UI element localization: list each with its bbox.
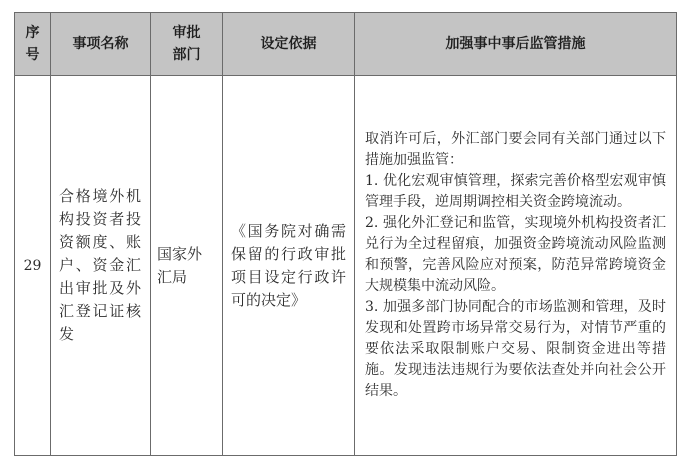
header-measures: 加强事中事后监管措施 bbox=[355, 13, 677, 76]
table-header-row bbox=[15, 13, 677, 76]
row-basis: 《国务院对确需保留的行政审批项目设定行政许可的决定》 bbox=[223, 76, 355, 456]
row-approval-dept: 国家外汇局 bbox=[151, 76, 223, 456]
row-serial-number: 29 bbox=[15, 76, 51, 456]
header-approval-dept-line2: 部门 bbox=[172, 47, 201, 63]
approval-items-table bbox=[14, 12, 677, 456]
header-approval-dept bbox=[151, 13, 223, 76]
header-serial-number-line1: 序 bbox=[25, 25, 40, 41]
row-measures bbox=[355, 76, 677, 456]
measures-point-3: 3. 加强多部门协同配合的市场监测和管理，及时发现和处置跨市场异常交易行为，对情节严重的要依法采取限制账户交易、限制资金进出等措施。发现违法违规行为要依法查处并向社会公开结果。 bbox=[365, 299, 666, 399]
header-serial-number-line2: 号 bbox=[25, 47, 40, 63]
header-serial-number bbox=[15, 13, 51, 76]
measures-point-1: 1. 优化宏观审慎管理，探索完善价格型宏观审慎管理手段，逆周期调控相关资金跨境流动。 bbox=[365, 173, 666, 210]
header-item-name: 事项名称 bbox=[51, 13, 151, 76]
header-basis: 设定依据 bbox=[223, 13, 355, 76]
measures-point-2: 2. 强化外汇登记和监管，实现境外机构投资者汇兑行为全过程留痕，加强资金跨境流动风险监测和预警，完善风险应对预案，防范异常跨境资金大规模集中流动风险。 bbox=[365, 215, 666, 294]
header-approval-dept-line1: 审批 bbox=[172, 25, 201, 41]
row-item-name: 合格境外机构投资者投资额度、账户、资金汇出审批及外汇登记证核发 bbox=[51, 76, 151, 456]
table-row bbox=[15, 76, 677, 456]
measures-intro: 取消许可后，外汇部门要会同有关部门通过以下措施加强监管： bbox=[365, 131, 666, 168]
